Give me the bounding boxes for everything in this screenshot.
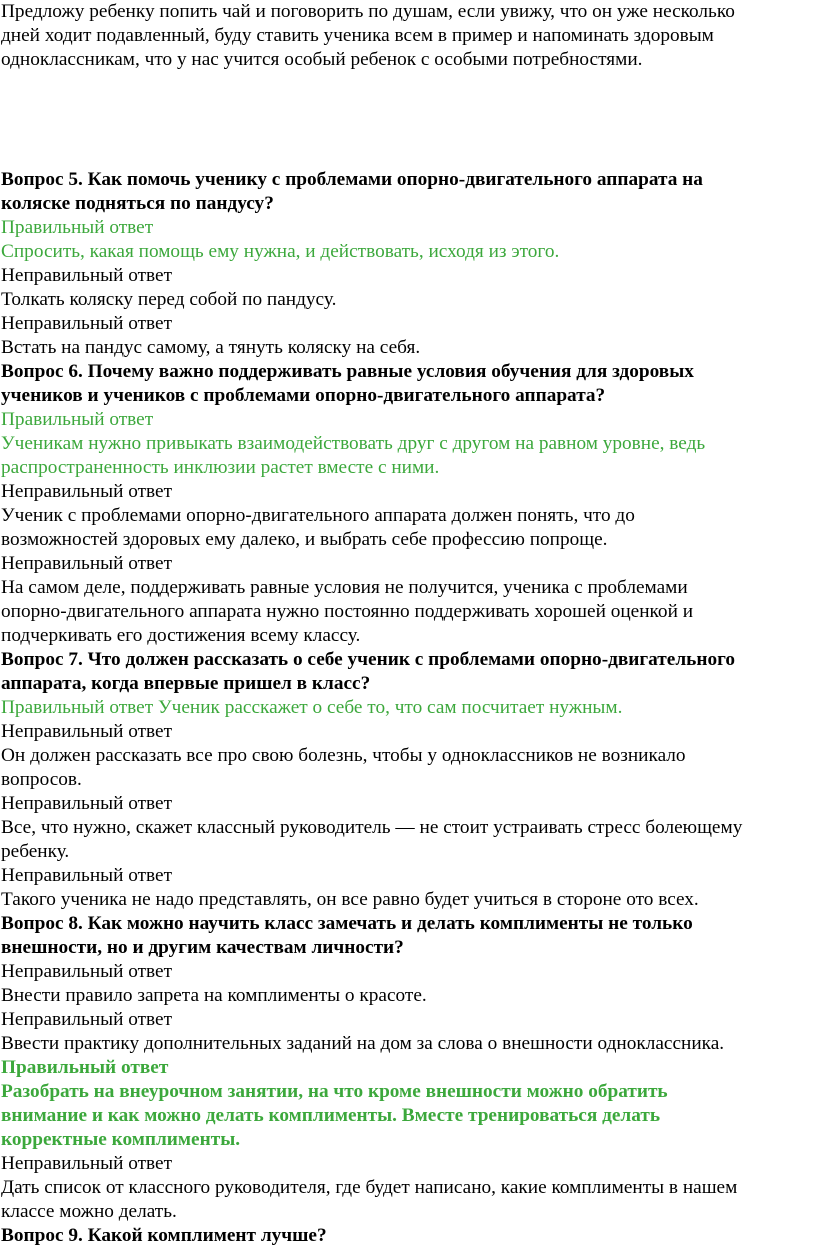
question-text: Вопрос 7. Что должен рассказать о себе ученик с проблемами опорно-двигательного — [1, 649, 736, 670]
correct-answer-text: внимание и как можно делать комплименты. Вместе тренироваться делать — [1, 1105, 661, 1126]
question-text: Вопрос 6. Почему важно поддерживать равные условия обучения для здоровых — [1, 361, 694, 382]
wrong-answer-text: Он должен рассказать все про свою болезнь, чтобы у одноклассников не возникало — [1, 745, 686, 766]
wrong-answer-label: Неправильный ответ — [1, 1153, 173, 1174]
correct-answer-text: распространенность инклюзии растет вместе с ними. — [1, 457, 440, 478]
wrong-answer-text: ребенку. — [1, 841, 70, 862]
correct-answer-label: Правильный ответ — [1, 217, 154, 238]
correct-answer-label: Правильный ответ — [1, 409, 154, 430]
wrong-answer-text: вопросов. — [1, 769, 82, 790]
wrong-answer-text: Ученик с проблемами опорно-двигательного аппарата должен понять, что до — [1, 505, 635, 526]
question-text: Вопрос 9. Какой комплимент лучше? — [1, 1225, 327, 1246]
wrong-answer-text: Ввести практику дополнительных заданий на дом за слова о внешности одноклассника. — [1, 1033, 725, 1054]
wrong-answer-text: классе можно делать. — [1, 1201, 177, 1222]
wrong-answer-label: Неправильный ответ — [1, 793, 173, 814]
correct-answer-text: Ученикам нужно привыкать взаимодействовать друг с другом на равном уровне, ведь — [1, 433, 706, 454]
wrong-answer-label: Неправильный ответ — [1, 553, 173, 574]
text-line: Предложу ребенку попить чай и поговорить по душам, если увижу, что он уже несколько — [1, 1, 735, 22]
question-text: Вопрос 5. Как помочь ученику с проблемами опорно-двигательного аппарата на — [1, 169, 703, 190]
question-text: Вопрос 8. Как можно научить класс замечать и делать комплименты не только — [1, 913, 693, 934]
question-6 — [1, 360, 813, 648]
question-text: аппарата, когда впервые пришел в класс? — [1, 673, 371, 694]
question-text: коляске подняться по пандусу? — [1, 193, 274, 214]
question-text: учеников и учеников с проблемами опорно-двигательного аппарата? — [1, 385, 606, 406]
document-page — [1, 0, 813, 1248]
wrong-answer-text: подчеркивать его достижения всему классу. — [1, 625, 361, 646]
wrong-answer-text: возможностей здоровых ему далеко, и выбрать себе профессию попроще. — [1, 529, 608, 550]
wrong-answer-text: Дать список от классного руководителя, где будет написано, какие комплименты в нашем — [1, 1177, 738, 1198]
wrong-answer-text: Встать на пандус самому, а тянуть коляску на себя. — [1, 337, 421, 358]
wrong-answer-text: На самом деле, поддерживать равные условия не получится, ученика с проблемами — [1, 577, 688, 598]
spacer — [1, 72, 813, 168]
wrong-answer-label: Неправильный ответ — [1, 961, 173, 982]
wrong-answer-text: Внести правило запрета на комплименты о красоте. — [1, 985, 427, 1006]
correct-answer-line: Правильный ответ Ученик расскажет о себе то, что сам посчитает нужным. — [1, 697, 623, 718]
wrong-answer-text: опорно-двигательного аппарата нужно постоянно поддерживать хорошей оценкой и — [1, 601, 694, 622]
text-line: дней ходит подавленный, буду ставить ученика всем в пример и напоминать здоровым — [1, 25, 714, 46]
question-9 — [1, 1224, 813, 1248]
wrong-answer-label: Неправильный ответ — [1, 721, 173, 742]
correct-answer-text: Спросить, какая помощь ему нужна, и действовать, исходя из этого. — [1, 241, 560, 262]
wrong-answer-label: Неправильный ответ — [1, 265, 173, 286]
wrong-answer-text: Все, что нужно, скажет классный руководитель — не стоит устраивать стресс болеющему — [1, 817, 743, 838]
wrong-answer-text: Толкать коляску перед собой по пандусу. — [1, 289, 337, 310]
question-text: внешности, но и другим качествам личности? — [1, 937, 404, 958]
question-8 — [1, 912, 813, 1224]
wrong-answer-label: Неправильный ответ — [1, 313, 173, 334]
correct-answer-text: корректные комплименты. — [1, 1129, 241, 1150]
intro-paragraph — [1, 0, 813, 72]
wrong-answer-label: Неправильный ответ — [1, 865, 173, 886]
wrong-answer-label: Неправильный ответ — [1, 481, 173, 502]
correct-answer-label: Правильный ответ — [1, 1057, 169, 1078]
question-5 — [1, 168, 813, 360]
correct-answer-text: Разобрать на внеурочном занятии, на что кроме внешности можно обратить — [1, 1081, 668, 1102]
wrong-answer-label: Неправильный ответ — [1, 1009, 173, 1030]
question-7 — [1, 648, 813, 912]
wrong-answer-text: Такого ученика не надо представлять, он все равно будет учиться в стороне ото всех. — [1, 889, 699, 910]
text-line: одноклассникам, что у нас учится особый ребенок с особыми потребностями. — [1, 49, 643, 70]
